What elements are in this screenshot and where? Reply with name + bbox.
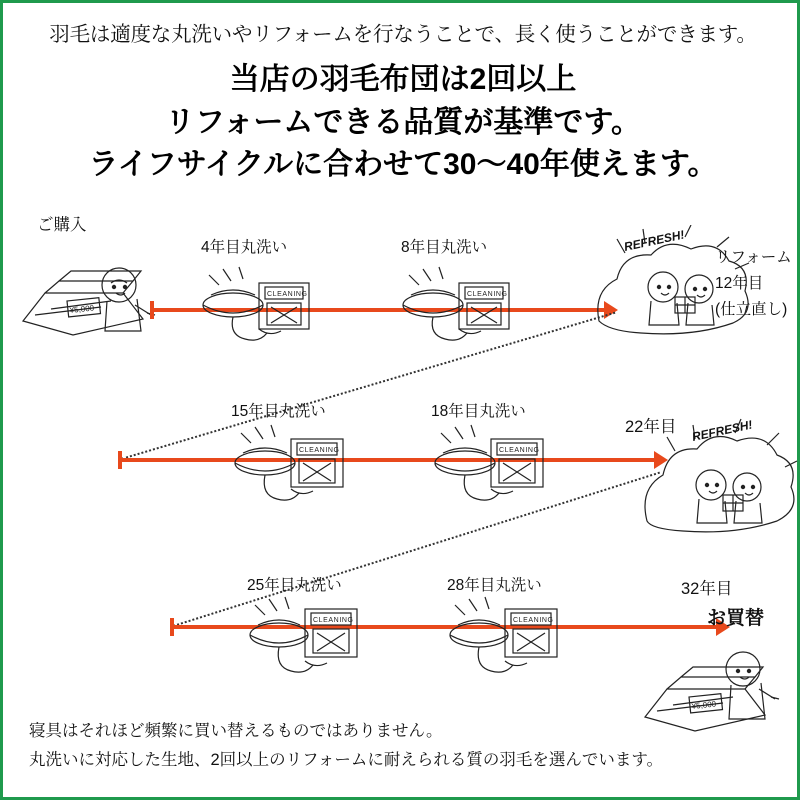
footnotes xyxy=(29,717,779,775)
svg-text:CLEANING: CLEANING xyxy=(467,291,508,298)
headline-line-1: 当店の羽毛布団は2回以上 xyxy=(229,63,577,96)
footnote-line-2: 丸洗いに対応した生地、2回以上のリフォームに耐えられる質の羽毛を選んでいます。 xyxy=(29,751,664,770)
row1-result-line-1: リフォーム xyxy=(715,249,792,266)
row2-washing-illustration-2 xyxy=(431,421,561,513)
svg-text:¥5,000: ¥5,000 xyxy=(69,303,95,315)
row2-step2-label: 18年目丸洗い xyxy=(431,403,526,420)
row1-washing-illustration-1 xyxy=(197,261,327,351)
row2-washing-illustration-1 xyxy=(231,421,361,513)
headline-line-2: リフォームできる品質が基準です。 xyxy=(164,105,642,139)
row3-washing-illustration-2 xyxy=(447,595,575,687)
lead-text: 羽毛は適度な丸洗いやリフォームを行なうことで、長く使うことができます。 xyxy=(49,23,757,46)
svg-text:CLEANING: CLEANING xyxy=(267,291,308,298)
row3-result-line-2: お買替 xyxy=(707,608,765,629)
svg-text:CLEANING: CLEANING xyxy=(513,617,554,624)
row2-reform-illustration xyxy=(635,405,800,555)
svg-text:¥5,000: ¥5,000 xyxy=(691,699,717,711)
row1-step2-label: 8年目丸洗い xyxy=(401,239,488,256)
headline xyxy=(3,59,800,187)
purchase-illustration xyxy=(15,235,175,350)
row2-refresh-text: REFRESH! xyxy=(690,417,754,444)
row1-result-line-3: (仕立直し) xyxy=(715,301,788,318)
svg-text:CLEANING: CLEANING xyxy=(313,617,354,624)
row3-step2-label: 28年目丸洗い xyxy=(447,577,542,594)
headline-line-3: ライフサイクルに合わせて30〜40年使えます。 xyxy=(88,148,718,182)
row2-result-label: 22年目 xyxy=(625,418,677,436)
row1-refresh-text: REFRESH! xyxy=(622,227,686,254)
row3-result-line-1: 32年目 xyxy=(681,580,733,598)
footnote-line-1: 寝具はそれほど頻繁に買い替えるものではありません。 xyxy=(29,722,443,741)
row1-washing-illustration-2 xyxy=(397,261,527,351)
row3-washing-illustration-1 xyxy=(247,595,375,687)
row2-arrow xyxy=(121,458,655,462)
row1-result-line-2: 12年目 xyxy=(715,275,764,292)
row3-step1-label: 25年目丸洗い xyxy=(247,577,342,594)
svg-text:CLEANING: CLEANING xyxy=(299,447,340,454)
purchase-label: ご購入 xyxy=(37,216,87,234)
svg-text:CLEANING: CLEANING xyxy=(499,447,540,454)
row1-step1-label: 4年目丸洗い xyxy=(201,239,288,256)
row2-step1-label: 15年目丸洗い xyxy=(231,403,326,420)
